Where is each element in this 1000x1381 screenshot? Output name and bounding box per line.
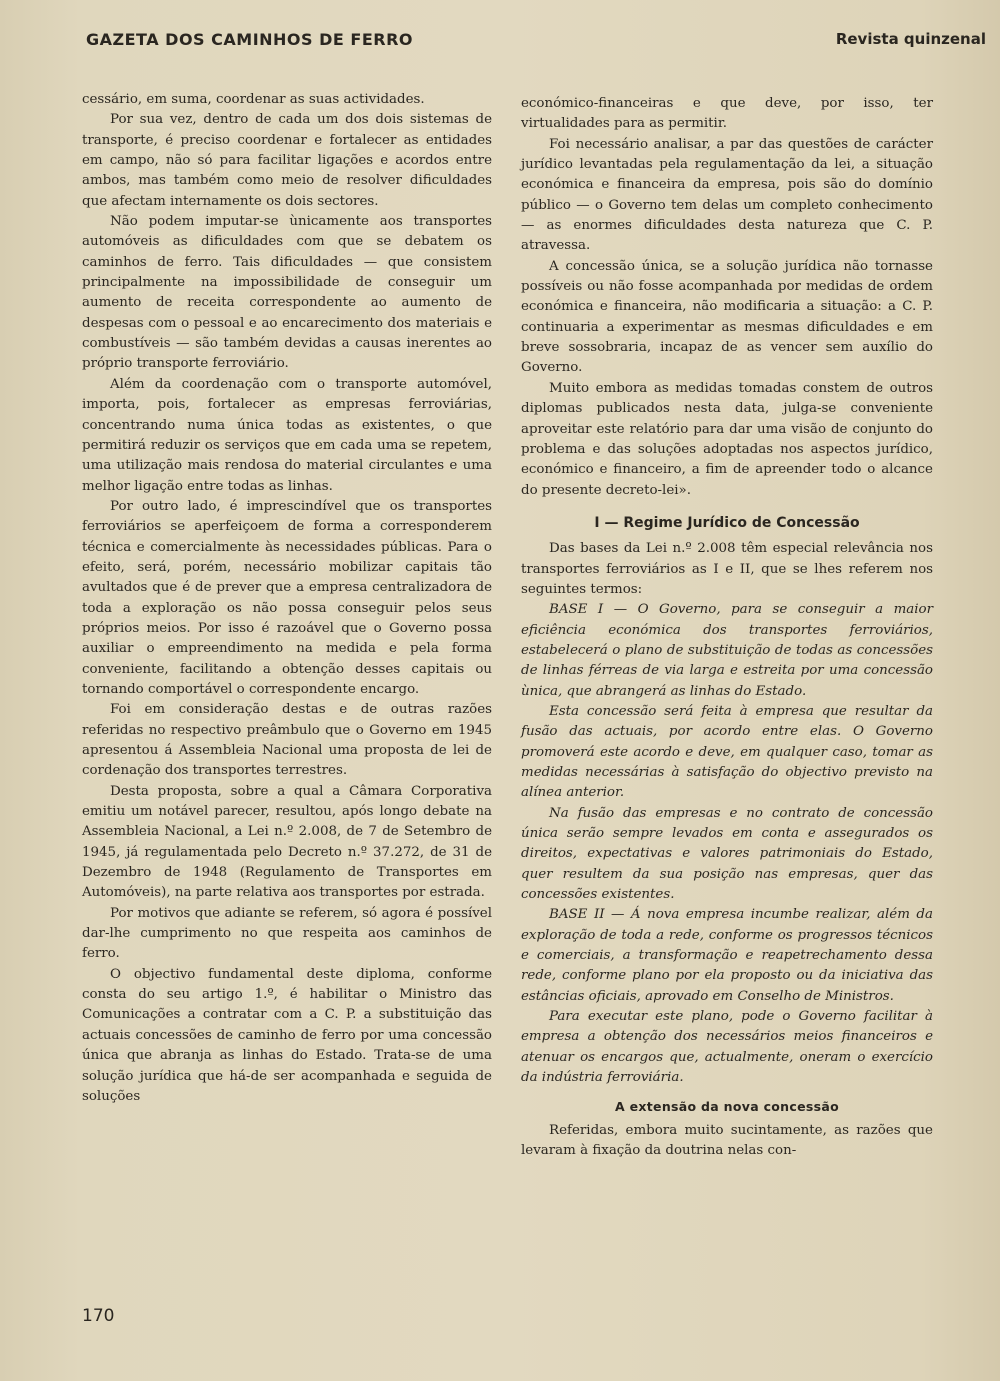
left-column: [82, 90, 492, 1107]
running-header: [86, 30, 986, 54]
paragraph: A concessão única, se a solução jurídica não tornasse possíveis ou não fosse acompanhada por medidas de ordem económica e financeira, não modificaria a situação: a C. P. continuaria a experimentar as mesmas dificuldades e em breve sossobraria, incapaz de as vencer sem auxílio do Governo.: [521, 258, 933, 376]
quoted-paragraph: BASE I — O Governo, para se conseguir a maior eficiência económica dos transportes ferroviários, estabelecerá o plano de substituição de todas as concessões de linhas férreas de via larga e estreita por uma concessão ùnica, que abrangerá as linhas do Estado.: [521, 602, 933, 699]
quoted-paragraph: Na fusão das empresas e no contrato de concessão única serão sempre levados em conta e assegurados os direitos, expectativas e valores patrimoniais do Estado, quer resultem da sua posição nas empresas, quer das concessões existentes.: [521, 805, 933, 903]
page-number: 170: [82, 1306, 115, 1326]
paragraph: Não podem imputar-se ùnicamente aos transportes automóveis as dificuldades com que se debatem os caminhos de ferro. Tais dificuldades — que consistem principalmente na impossibilidade de conseguir um aumento de receita correspondente ao aumento de despesas com o pessoal e ao encarecimento dos materiais e combustíveis — são também devidas a causas inerentes ao próprio transporte ferroviário.: [82, 214, 492, 372]
paragraph: Por outro lado, é imprescindível que os transportes ferroviários se aperfeiçoem de forma a corresponderem técnica e comercialmente às necessidades públicas. Para o efeito, será, porém, necessário mobilizar capitais tão avultados que é de prever que a empresa centralizadora de toda a exploração os não possa conseguir pelos seus próprios meios. Por isso é razoável que o Governo possa auxiliar o empreendimento na medida e pela forma conveniente, facilitando a obtenção desses capitais ou tornando comportável o correspondente encargo.: [82, 498, 492, 697]
quoted-paragraph: Para executar este plano, pode o Governo facilitar à empresa a obtenção dos necessários meios financeiros e atenuar os encargos que, actualmente, oneram o exercício da indústria ferroviária.: [521, 1009, 933, 1086]
paragraph: Muito embora as medidas tomadas constem de outros diplomas publicados nesta data, julga-se conveniente aproveitar este relatório para dar uma visão de conjunto do problema e das soluções adoptadas nos aspectos jurídico, económico e financeiro, a fim de apreender todo o alcance do presente decreto-lei».: [521, 380, 933, 498]
paragraph: Desta proposta, sobre a qual a Câmara Corporativa emitiu um notável parecer, resultou, após longo debate na Assembleia Nacional, a Lei n.º 2.008, de 7 de Setembro de 1945, já regulamentada pelo Decreto n.º 37.272, de 31 de Dezembro de 1948 (Regulamento de Transportes em Automóveis), na parte relativa aos transportes por estrada.: [82, 783, 492, 901]
quoted-paragraph: Esta concessão será feita à empresa que resultar da fusão das actuais, por acordo entre elas. O Governo promoverá este acordo e deve, em qualquer caso, tomar as medidas necessárias à satisfação do objectivo previsto na alínea anterior.: [521, 703, 933, 801]
paragraph: Foi em consideração destas e de outras razões referidas no respectivo preâmbulo que o Governo em 1945 apresentou á Assembleia Nacional uma proposta de lei de cordenação dos transportes terrestres.: [82, 702, 492, 779]
paragraph: Além da coordenação com o transporte automóvel, importa, pois, fortalecer as empresas ferroviárias, concentrando numa única todas as existentes, o que permitirá reduzir os serviços que em cada uma se repetem, uma utilização mais rendosa do material circulantes e uma melhor ligação entre todas as linhas.: [82, 376, 492, 494]
paragraph: Referidas, embora muito sucintamente, as razões que levaram à fixação da doutrina nelas con-: [521, 1122, 933, 1159]
paragraph: O objectivo fundamental deste diploma, conforme consta do seu artigo 1.º, é habilitar o Ministro das Comunicações a contratar com a C. P. a substituição das actuais concessões de caminho de ferro por uma concessão única que abranja as linhas do Estado. Trata-se de uma solução jurídica que há-de ser acompanhada e seguida de soluções: [82, 966, 492, 1104]
paragraph: Foi necessário analisar, a par das questões de carácter jurídico levantadas pela regulamentação da lei, a situação económica e financeira da empresa, pois são do domínio público — o Governo tem delas um completo conhecimento — as enormes dificuldades desta natureza que C. P. atravessa.: [521, 136, 933, 254]
paragraph: Por sua vez, dentro de cada um dos dois sistemas de transporte, é preciso coordenar e fortalecer as entidades em campo, não só para facilitar ligações e acordos entre ambos, mas também como meio de resolver dificuldades que afectam internamente os dois sectores.: [82, 112, 492, 209]
paragraph: cessário, em suma, coordenar as suas actividades.: [82, 92, 425, 107]
paragraph: Por motivos que adiante se referem, só agora é possível dar-lhe cumprimento no que respeita aos caminhos de ferro.: [82, 905, 492, 962]
publication-subtitle: Revista quinzenal: [835, 30, 986, 48]
quoted-paragraph: BASE II — Á nova empresa incumbe realizar, além da exploração de toda a rede, conforme os progressos técnicos e comerciais, a transformação e reapetrechamento dessa rede, conforme plano por ela proposto ou da iniciativa das estâncias oficiais, aprovado em Conselho de Ministros.: [521, 907, 933, 1004]
section-heading: I — Regime Jurídico de Concessão: [594, 514, 860, 531]
subsection-heading: A extensão da nova concessão: [615, 1098, 839, 1114]
paragraph: económico-financeiras e que deve, por isso, ter virtualidades para as permitir.: [521, 96, 933, 132]
right-column: [521, 94, 933, 1162]
publication-title: GAZETA DOS CAMINHOS DE FERRO: [86, 30, 414, 49]
paragraph: Das bases da Lei n.º 2.008 têm especial relevância nos transportes ferroviários as I e II, que se lhes referem nos seguintes termos:: [521, 541, 933, 597]
